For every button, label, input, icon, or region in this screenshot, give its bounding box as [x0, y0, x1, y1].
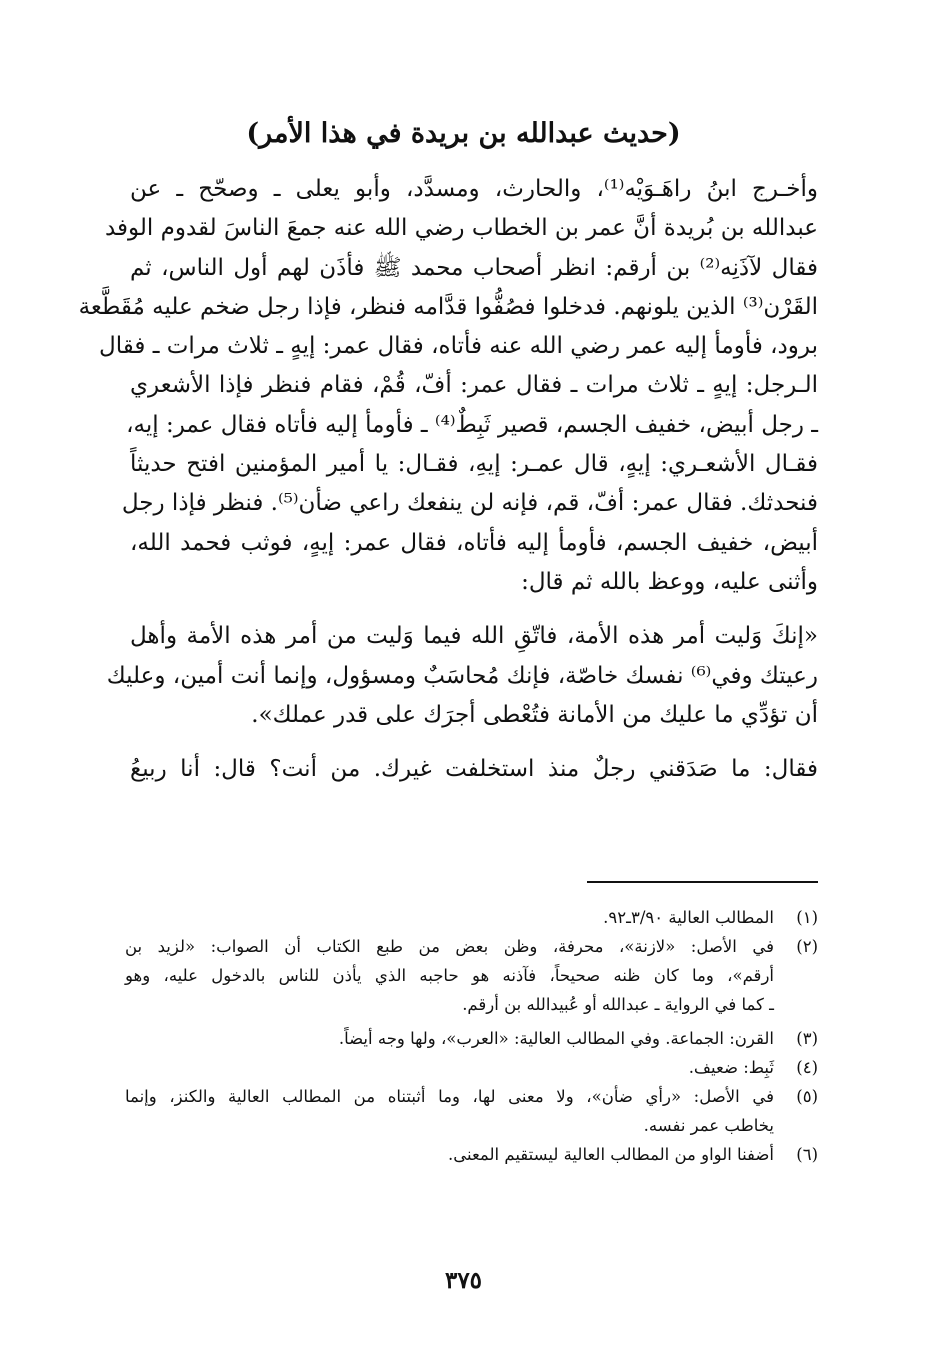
text-line: الـرجل: إيهٍ ـ ثلاث مرات ـ فقال عمر: أفّ، قُمْ، فقام فنظر فإذا الأشعري	[130, 372, 818, 399]
paragraph-gap	[130, 735, 818, 750]
footnote-separator	[587, 881, 818, 883]
page-number: ٣٧٥	[444, 1267, 483, 1294]
text-line: القَرْن⁽³⁾ الذين يلونهم. فدخلوا فصُفُّوا قدَّامه فنظر، فإذا رجل ضخم عليه مُقَطَّعة	[78, 293, 818, 320]
footnote-number: (٣)	[796, 1029, 818, 1048]
text-line: فقال: ما صَدَقني رجلٌ منذ استخلفت غيرك. من أنت؟ قال: أنا ربيعُ	[130, 756, 818, 783]
footnote-line: في الأصل: «رأي ضأن»، ولا معنى لها، وما أثبتناه من المطالب العالية والكنز، وإنما	[125, 1087, 774, 1106]
text-line: «إنكَ وَليت أمر هذه الأمة، فاتّقِ الله فيما وَليت من أمر هذه الأمة وأهل	[130, 623, 818, 650]
footnote	[125, 1024, 818, 1053]
footnote-number: (١)	[796, 908, 818, 927]
text-line: فقـال الأشعـري: إيهٍ، قال عمـر: إيهِ، فقـال: يا أمير المؤمنين افتح حديثاً	[130, 451, 818, 478]
text-line: أبيض، خفيف الجسم، فأومأ إليه فأتاه، فقال عمر: إيهٍ، فوثب فحمد الله،	[130, 529, 818, 556]
main-text	[78, 170, 819, 789]
footnote-line: في الأصل: «لازنة»، محرفة، وظن بعض من طبع الكتاب أن الصواب: «لزيد بن	[125, 937, 774, 956]
paragraph	[78, 170, 819, 602]
text-line: رعيتك وفي⁽⁶⁾ نفسك خاصّة، فإنك مُحاسَبٌ ومسؤول، وإنما أنت أمين، وعليك	[106, 662, 818, 689]
footnote	[125, 903, 818, 932]
footnote-line: يخاطب عمر نفسه.	[643, 1116, 774, 1135]
text-line: ـ رجل أبيض، خفيف الجسم، قصير ثَبِطٌ⁽⁴⁾ ـ فأومأ إليه فأتاه فقال عمر: إيه،	[126, 411, 818, 438]
footnote-number: (٤)	[796, 1058, 818, 1077]
footnote-line: المطالب العالية ٣/٩٠ـ٩٢.	[603, 908, 774, 927]
footnotes	[125, 903, 818, 1169]
text-line: عبدالله بن بُريدة أنَّ عمر بن الخطاب رضي الله عنه جمعَ الناسَ لقدوم الوفد	[104, 215, 818, 242]
text-line: فقال لآذَنِه⁽²⁾ بن أرقم: انظر أصحاب محمد ﷺ فأذَن لهم أول الناس، ثم	[130, 254, 818, 281]
footnote-number: (٥)	[796, 1087, 818, 1106]
footnote	[125, 1053, 818, 1082]
paragraph	[130, 750, 818, 789]
text-line: أن تؤدِّي ما عليك من الأمانة فتُعْطى أجرَك على قدر عملك».	[251, 701, 818, 728]
footnote-line: القرن: الجماعة. وفي المطالب العالية: «العرب»، ولها وجه أيضاً.	[338, 1029, 774, 1048]
footnote-line: ـ كما في الرواية ـ عبدالله أو عُبيدالله بن أرقم.	[462, 995, 774, 1014]
text-line: فنحدثك. فقال عمر: أفّ، قم، فإنه لن ينفعك راعي ضأن⁽⁵⁾. فنظر فإذا رجل	[121, 490, 818, 517]
footnote	[125, 1082, 818, 1140]
footnote-line: ثَبِط: ضعيف.	[688, 1058, 774, 1077]
footnote-line: أضفنا الواو من المطالب العالية ليستقيم المعنى.	[448, 1145, 774, 1164]
footnote-line: أرقم»، وما كان ظنه صحيحاً، فآذنه هو حاجبه الذي يأذن للناس بالدخول عليه، وهو	[125, 966, 774, 985]
text-line: برود، فأومأ إليه عمر رضي الله عنه فأتاه، فقال عمر: إيهٍ ـ ثلاث مرات ـ فقال	[99, 333, 818, 360]
text-line: وأخـرج ابنُ راهَـوَيْه⁽¹⁾، والحارث، ومسدَّد، وأبو يعلى ـ وصحّح ـ عن	[130, 176, 819, 202]
text-line: وأثنى عليه، ووعظ بالله ثم قال:	[521, 568, 818, 595]
footnote	[125, 932, 818, 1019]
quote-paragraph	[106, 617, 818, 735]
footnote-number: (٦)	[796, 1145, 818, 1164]
page-title: (حديث عبدالله بن بريدة في هذا الأمر)	[246, 118, 681, 149]
footnote-number: (٢)	[796, 937, 818, 956]
paragraph-gap	[130, 602, 818, 617]
footnote	[125, 1140, 818, 1169]
